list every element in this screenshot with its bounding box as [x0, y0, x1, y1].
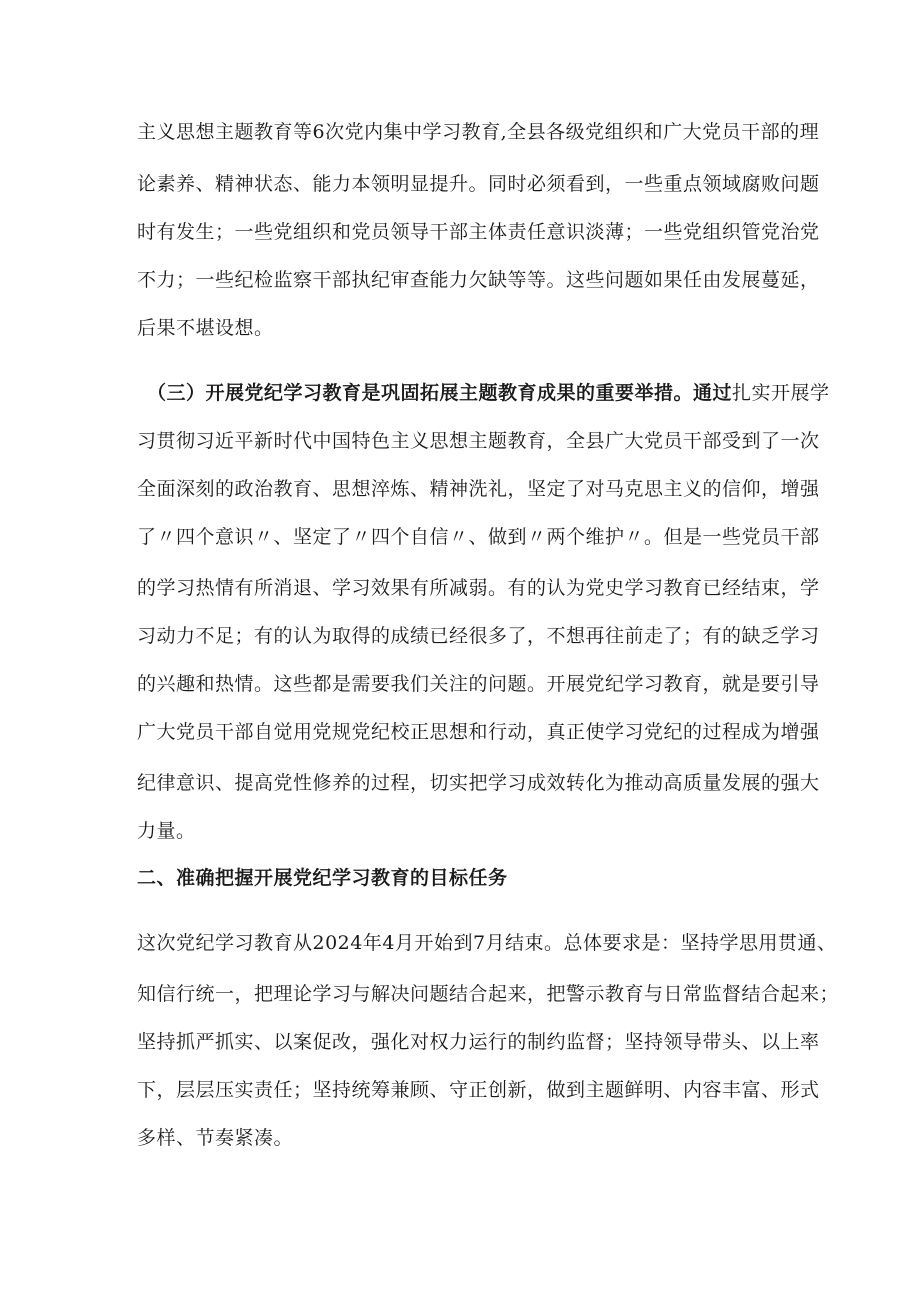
text-line: 论素养、精神状态、能力本领明显提升。同时必须看到，一些重点领域腐败问题 — [137, 173, 820, 195]
text-fragment: 扎实开展学 — [732, 382, 830, 404]
text-line: 的学习热情有所消退、学习效果有所减弱。有的认为党史学习教育已经结束，学 — [137, 577, 820, 599]
text-line: 时有发生；一些党组织和党员领导干部主体责任意识淡薄；一些党组织管党治党 — [137, 221, 820, 243]
paragraph-heading-line — [147, 381, 830, 405]
text-line: 了〃四个意识〃、坚定了〃四个自信〃、做到〃两个维护〃。但是一些党员干部 — [137, 526, 820, 548]
text-line: 广大党员干部自觉用党规党纪校正思想和行动，真正使学习党纪的过程成为增强 — [137, 721, 820, 743]
section-heading: 二、准确把握开展党纪学习教育的目标任务 — [137, 867, 508, 889]
text-line: 下，层层压实责任；坚持统筹兼顾、守正创新，做到主题鲜明、内容丰富、形式 — [137, 1079, 820, 1101]
text-line: 习贯彻习近平新时代中国特色主义思想主题教育，全县广大党员干部受到了一次 — [137, 430, 820, 452]
text-line: 这次党纪学习教育从2024年4月开始到7月结束。总体要求是：坚持学思用贯通、 — [137, 932, 837, 954]
subsection-heading: （三）开展党纪学习教育是巩固拓展主题教育成果的重要举措。通过 — [147, 382, 733, 404]
text-line: 主义思想主题教育等6次党内集中学习教育,全县各级党组织和广大党员干部的理 — [137, 121, 820, 143]
text-line: 力量。 — [137, 820, 196, 842]
text-line: 纪律意识、提高党性修养的过程，切实把学习成效转化为推动高质量发展的强大 — [137, 772, 820, 794]
text-line: 习动力不足；有的认为取得的成绩已经很多了，不想再往前走了；有的缺乏学习 — [137, 625, 820, 647]
text-line: 知信行统一，把理论学习与解决问题结合起来，把警示教育与日常监督结合起来； — [137, 983, 840, 1005]
text-line: 多样、节奏紧凑。 — [137, 1127, 294, 1149]
text-line: 后果不堪设想。 — [137, 317, 274, 339]
text-line: 的兴趣和热情。这些都是需要我们关注的问题。开展党纪学习教育，就是要引导 — [137, 673, 820, 695]
text-line: 坚持抓严抓实、以案促改，强化对权力运行的制约监督；坚持领导带头、以上率 — [137, 1031, 820, 1053]
text-line: 不力；一些纪检监察干部执纪审查能力欠缺等等。这些问题如果任由发展蔓延， — [137, 269, 820, 291]
text-line: 全面深刻的政治教育、思想淬炼、精神洗礼，坚定了对马克思主义的信仰，增强 — [137, 478, 820, 500]
